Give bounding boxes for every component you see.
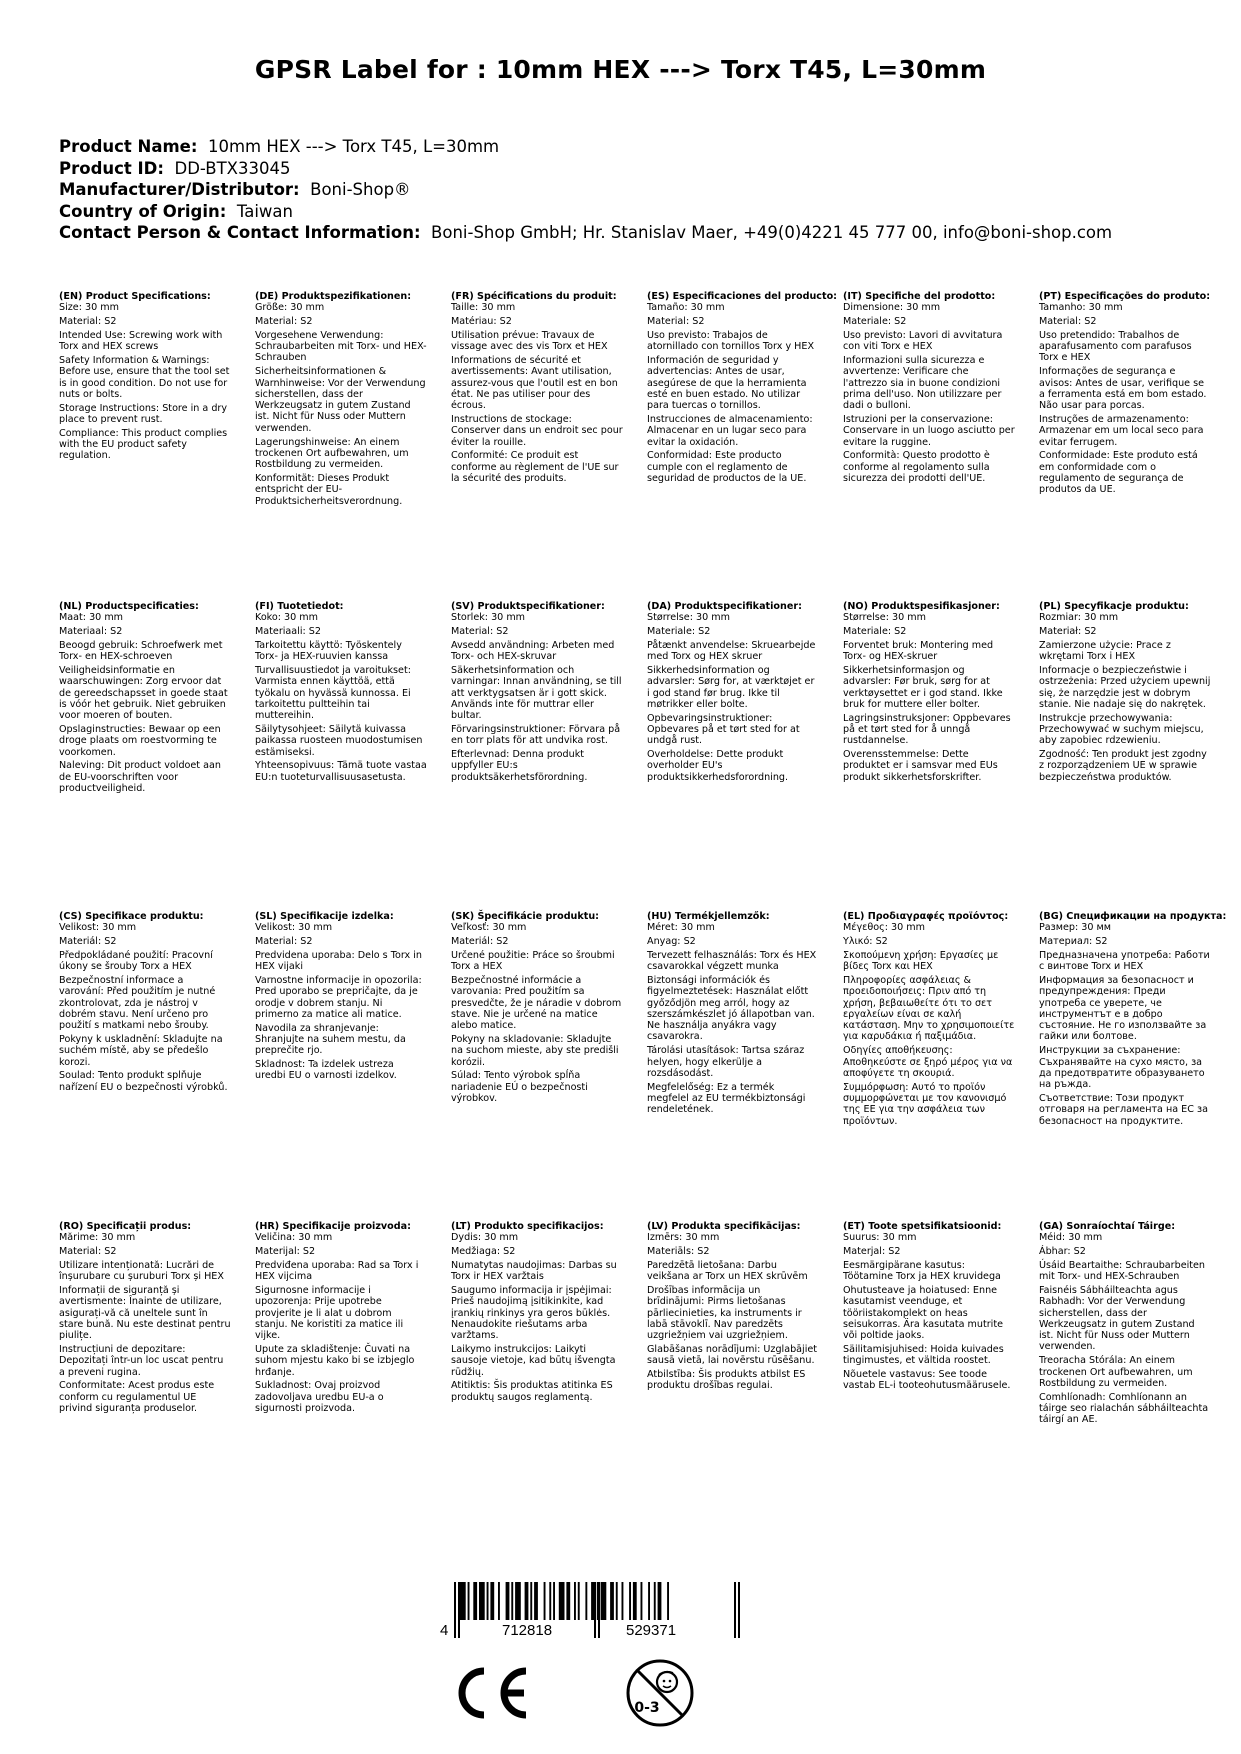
spec-line: Tamaño: 30 mm <box>647 302 725 314</box>
spec-line: Informations de sécurité et avertissements: Avant utilisation, assurez-vous que l'outil est en bon état. Ne pas utiliser pour des écrous. <box>451 354 618 412</box>
spec-line: Instrucciones de almacenamiento: Almacenar en un lugar seco para evitar la oxidación. <box>647 413 813 448</box>
spec-block <box>843 291 1015 487</box>
info-row <box>59 201 1112 223</box>
spec-line: Taille: 30 mm <box>451 302 516 314</box>
spec-line: Efterlevnad: Denna produkt uppfyller EU:s produktsäkerhetsförordning. <box>451 749 588 783</box>
spec-line: Uso previsto: Trabajos de atornillado con tornillos Torx y HEX <box>647 329 815 353</box>
spec-line: Comhlíonadh: Comhlíonann an táirge seo rialachán sábháilteachta táirgí an AE. <box>1039 1391 1209 1426</box>
spec-header: (HU) Termékjellemzők: <box>647 911 770 922</box>
spec-line: Informações de segurança e avisos: Antes de usar, verifique se a ferramenta está em bom estado. Não usar para porcas. <box>1039 366 1207 412</box>
spec-line: Material: S2 <box>255 936 313 948</box>
spec-line: Tamanho: 30 mm <box>1039 302 1123 314</box>
spec-header: (SL) Specifikacije izdelka: <box>255 911 394 922</box>
spec-line: Συμμόρφωση: Αυτό το προϊόν συμμορφώνεται με τον κανονισμό της ΕΕ για την ασφάλεια των προϊόντων. <box>843 1081 1007 1127</box>
spec-line: Bezpečnostní informace a varování: Před použitím je nutné zkontrolovat, zda je nástroj v dobrém stavu. Není určeno pro použití s matkami nebo šrouby. <box>59 974 216 1032</box>
spec-line: Sukladnost: Ovaj proizvod zadovoljava uredbu EU-a o sigurnosti proizvoda. <box>255 1380 384 1414</box>
spec-block <box>451 291 623 487</box>
spec-header: (ET) Toote spetsifikatsioonid: <box>843 1221 1002 1232</box>
spec-line: Rozmiar: 30 mm <box>1039 612 1119 624</box>
barcode-digits-right: 529371 <box>626 1622 677 1639</box>
spec-line: Pokyny k uskladnění: Skladujte na suchém místě, aby se předešlo korozi. <box>59 1033 223 1068</box>
ce-mark-icon <box>450 1665 532 1721</box>
spec-header: (FR) Spécifications du produit: <box>451 291 617 302</box>
spec-header: (SK) Špecifikácie produktu: <box>451 911 600 922</box>
barcode <box>438 1582 746 1638</box>
info-row <box>59 158 1112 180</box>
spec-block <box>647 601 819 785</box>
spec-block <box>451 911 623 1107</box>
spec-line: Méid: 30 mm <box>1039 1232 1103 1244</box>
spec-line: Overensstemmelse: Dette produktet er i samsvar med EUs produkt sikkerhetsforskrifter. <box>843 749 998 783</box>
spec-header: (RO) Specificații produs: <box>59 1221 192 1232</box>
spec-line: Opbevaringsinstruktioner: Opbevares på et tørt sted for at undgå rust. <box>647 712 800 747</box>
spec-line: Veiligheidsinformatie en waarschuwingen: Zorg ervoor dat de gereedschapsset in goede staat is vóór het gebruik. Niet gebruiken voor moeren of bouten. <box>59 664 228 722</box>
info-label: Product Name: <box>59 137 198 156</box>
spec-line: Paredzētā lietošana: Darbu veikšana ar Torx un HEX skrūvēm <box>647 1259 808 1283</box>
spec-line: Numatytas naudojimas: Darbas su Torx ir HEX varžtais <box>451 1259 617 1283</box>
spec-header: (LV) Produkta specifikācijas: <box>647 1221 801 1232</box>
spec-header: (ES) Especificaciones del producto: <box>647 291 838 302</box>
spec-line: Velikost: 30 mm <box>255 922 333 934</box>
spec-header: (EN) Product Specifications: <box>59 291 211 302</box>
spec-line: Materiāls: S2 <box>647 1246 710 1258</box>
spec-line: Σκοπούμενη χρήση: Εργασίες με βίδες Torx και HEX <box>843 949 999 973</box>
spec-line: Maat: 30 mm <box>59 612 124 624</box>
spec-line: Dimensione: 30 mm <box>843 302 941 314</box>
spec-line: Ohutusteave ja hoiatused: Enne kasutamist veenduge, et tööriistakomplekt on heas seisukorras. Ära kasutata mutrite või poltide jaoks. <box>843 1284 1003 1342</box>
spec-header: (CS) Specifikace produktu: <box>59 911 204 922</box>
spec-line: Material: S2 <box>1039 316 1097 328</box>
spec-header: (SV) Produktspecifikationer: <box>451 601 605 612</box>
spec-line: Súlad: Tento výrobok spĺňa nariadenie EÚ o bezpečnosti výrobkov. <box>451 1070 588 1104</box>
spec-line: Material: S2 <box>59 316 117 328</box>
spec-header: (FI) Tuotetiedot: <box>255 601 344 612</box>
spec-line: Faisnéis Sábháilteachta agus Rabhadh: Vor der Verwendung sicherstellen, dass der Werkzeugsatz in gutem Zustand ist. Nicht für Nuss oder Muttern verwenden. <box>1039 1284 1195 1353</box>
spec-line: Beoogd gebruik: Schroefwerk met Torx- en HEX-schroeven <box>59 639 223 663</box>
info-row <box>59 136 1112 158</box>
spec-line: Tervezett felhasználás: Torx és HEX csavarokkal végzett munka <box>647 949 817 973</box>
info-row <box>59 179 1112 201</box>
info-label: Country of Origin: <box>59 201 227 221</box>
spec-line: Drošības informācija un brīdinājumi: Pirms lietošanas pārliecinieties, ka instruments ir labā stāvoklī. Nav paredzēts uzgriežņiem vai uzgriežņiem. <box>647 1284 802 1342</box>
spec-line: Información de seguridad y advertencias: Antes de usar, asegúrese de que la herramienta esté en buen estado. No utilizar para tuercas o tornillos. <box>647 354 807 412</box>
spec-line: Uso previsto: Lavori di avvitatura con viti Torx e HEX <box>843 329 1003 353</box>
spec-line: Materijal: S2 <box>255 1246 316 1258</box>
spec-line: Anyag: S2 <box>647 936 696 948</box>
spec-line: Instrucțiuni de depozitare: Depozitați într-un loc uscat pentru a preveni rugina. <box>59 1343 224 1378</box>
spec-line: Größe: 30 mm <box>255 302 325 314</box>
info-row <box>59 222 1112 244</box>
spec-line: Pokyny na skladovanie: Skladujte na suchom mieste, aby ste predišli korózii. <box>451 1033 619 1068</box>
spec-line: Predvidena uporaba: Delo s Torx in HEX vijaki <box>255 949 422 973</box>
spec-block <box>1039 601 1211 785</box>
spec-line: Atbilstība: Šis produkts atbilst ES produktu drošības regulai. <box>647 1369 806 1392</box>
spec-line: Instructions de stockage: Conserver dans un endroit sec pour éviter la rouille. <box>451 413 623 448</box>
spec-block <box>255 1221 427 1417</box>
spec-line: Storlek: 30 mm <box>451 612 526 624</box>
spec-block <box>255 291 427 509</box>
spec-line: Naleving: Dit product voldoet aan de EU-voorschriften voor productveiligheid. <box>59 760 221 794</box>
spec-block <box>647 1221 819 1394</box>
info-value: Boni-Shop® <box>310 180 411 199</box>
spec-block <box>59 601 231 797</box>
spec-line: Υλικό: S2 <box>843 936 888 948</box>
spec-line: Dydis: 30 mm <box>451 1232 519 1244</box>
spec-line: Určené použitie: Práce so šroubmi Torx a HEX <box>451 949 615 973</box>
spec-line: Konformität: Dieses Produkt entspricht der EU-Produktsicherheitsverordnung. <box>255 472 403 507</box>
spec-line: Материал: S2 <box>1039 936 1108 948</box>
spec-line: Intended Use: Screwing work with Torx and HEX screws <box>59 329 223 353</box>
spec-line: Информация за безопасност и предупреждения: Преди употреба се уверете, че инструментът е в добро състояние. Не го използвайте за гайки или болтове. <box>1039 974 1207 1043</box>
spec-line: Materiál: S2 <box>59 936 117 948</box>
spec-line: Conformidade: Este produto está em conformidade com o regulamento de segurança de produtos da UE. <box>1039 450 1198 496</box>
info-value: DD-BTX33045 <box>174 158 291 178</box>
spec-line: Πληροφορίες ασφάλειας & προειδοποιήσεις: Πριν από τη χρήση, βεβαιωθείτε ότι το σετ εργαλείων είναι σε καλή κατάσταση. Μην το χρησιμοποιείτε για καρυδάκια ή παξιμάδια. <box>843 974 1015 1043</box>
spec-line: Säkerhetsinformation och varningar: Innan användning, se till att verktygsatsen är i gott skick. Används inte för muttrar eller bultar. <box>451 664 622 722</box>
info-value: 10mm HEX ---> Torx T45, L=30mm <box>207 137 500 156</box>
spec-line: Zamierzone użycie: Prace z wkrętami Torx i HEX <box>1039 639 1171 663</box>
spec-line: Materiał: S2 <box>1039 626 1097 638</box>
spec-line: Tárolási utasítások: Tartsa száraz helyen, hogy elkerülje a rozsdásodást. <box>647 1045 805 1079</box>
spec-line: Conformité: Ce produit est conforme au règlement de l'UE sur la sécurité des produits. <box>451 450 619 484</box>
spec-header: (IT) Specifiche del prodotto: <box>843 291 996 302</box>
spec-line: Informații de siguranță și avertismente: Înainte de utilizare, asigurați-vă că uneltele sunt în stare bună. Nu este destinat pentru piulițe. <box>59 1284 231 1342</box>
spec-line: Lagringsinstruksjoner: Oppbevares på et tørt sted for å unngå rustdannelse. <box>843 712 1011 747</box>
spec-line: Laikymo instrukcijos: Laikyti sausoje vietoje, kad būtų išvengta rūdžių. <box>451 1343 616 1378</box>
spec-line: Säilitamisjuhised: Hoida kuivades tingimustes, et vältida roostet. <box>843 1343 1004 1367</box>
spec-line: Atitiktis: Šis produktas atitinka ES produktų saugos reglamentą. <box>451 1380 613 1403</box>
spec-line: Størrelse: 30 mm <box>647 612 730 624</box>
spec-block <box>255 911 427 1084</box>
spec-line: Compliance: This product complies with the EU product safety regulation. <box>59 427 228 462</box>
spec-line: Μέγεθος: 30 mm <box>843 922 925 934</box>
spec-line: Material: S2 <box>255 316 313 328</box>
spec-line: Upute za skladištenje: Čuvati na suhom mjestu kako bi se izbjeglo hrđanje. <box>255 1343 415 1378</box>
spec-line: Informazioni sulla sicurezza e avvertenze: Verificare che l'attrezzo sia in buone condizioni prima dell'uso. Non utilizzare per dadi o bulloni. <box>843 354 1002 412</box>
barcode-digits-left: 712818 <box>502 1622 553 1639</box>
spec-line: Veličina: 30 mm <box>255 1232 333 1244</box>
spec-line: Zgodność: Ten produkt jest zgodny z rozporządzeniem UE w sprawie bezpieczeństwa produktów. <box>1039 749 1207 783</box>
spec-block <box>1039 291 1211 498</box>
spec-line: Instrukcje przechowywania: Przechowywać w suchym miejscu, aby zapobiec rdzewieniu. <box>1039 712 1204 747</box>
spec-line: Sikkerhedsinformation og advarsler: Sørg for, at værktøjet er i god stand før brug. Ikke til møtrikker eller bolte. <box>647 664 815 710</box>
info-label: Contact Person & Contact Information: <box>59 223 421 242</box>
spec-line: Materiale: S2 <box>843 626 907 638</box>
spec-line: Materiale: S2 <box>843 316 907 328</box>
spec-line: Materiál: S2 <box>451 936 509 948</box>
spec-line: Předpokládané použití: Pracovní úkony se šrouby Torx a HEX <box>59 949 213 973</box>
spec-header: (LT) Produkto specifikacijos: <box>451 1221 604 1232</box>
spec-line: Påtænkt anvendelse: Skruearbejde med Torx og HEX skruer <box>647 639 816 663</box>
spec-block <box>1039 911 1227 1129</box>
spec-line: Mărime: 30 mm <box>59 1232 136 1244</box>
spec-line: Nõuetele vastavus: See toode vastab EL-i tooteohutusmäärusele. <box>843 1369 1011 1392</box>
spec-line: Izmērs: 30 mm <box>647 1232 720 1244</box>
spec-line: Utilizare intenționată: Lucrări de înșurubare cu șuruburi Torx și HEX <box>59 1259 224 1283</box>
spec-line: Sigurnosne informacije i upozorenja: Prije upotrebe provjerite je li alat u dobrom stanju. Ne koristiti za matice ili vijke. <box>255 1284 404 1342</box>
spec-line: Soulad: Tento produkt splňuje nařízení EU o bezpečnosti výrobků. <box>59 1070 228 1093</box>
spec-block <box>255 601 427 785</box>
spec-line: Velikost: 30 mm <box>59 922 137 934</box>
info-value: Taiwan <box>236 201 293 221</box>
spec-line: Turvallisuustiedot ja varoitukset: Varmista ennen käyttöä, että työkalu on hyvässä kunnossa. Ei tarkoitettu pultteihin tai muttereihin. <box>255 664 411 722</box>
spec-line: Veľkosť: 30 mm <box>451 922 527 934</box>
age-warning-icon <box>625 1658 695 1728</box>
spec-line: Sicherheitsinformationen & Warnhinweise: Vor der Verwendung sicherstellen, dass der Werkzeugsatz in gutem Zustand ist. Nicht für Nuss oder Muttern verwenden. <box>255 366 426 434</box>
spec-line: Förvaringsinstruktioner: Förvara på en torr plats för att undvika rost. <box>451 723 621 747</box>
spec-header: (PL) Specyfikacje produktu: <box>1039 601 1189 612</box>
spec-line: Forventet bruk: Montering med Torx- og HEX-skruer <box>843 639 994 663</box>
spec-block <box>647 291 838 487</box>
spec-line: Matériau: S2 <box>451 316 512 328</box>
age-warning-label: 0-3 <box>634 1700 660 1716</box>
spec-block <box>59 1221 231 1417</box>
spec-line: Instruções de armazenamento: Armazenar em um local seco para evitar ferrugem. <box>1039 413 1204 448</box>
spec-line: Saugumo informacija ir įspėjimai: Prieš naudojimą įsitikinkite, kad įrankių rinkinys yra geros būklės. Nenaudokite riešutams arba varžtams. <box>451 1284 612 1342</box>
spec-line: Materjal: S2 <box>843 1246 901 1258</box>
spec-line: Sikkerhetsinformasjon og advarsler: Før bruk, sørg for at verktøysettet er i god stand. Ikke bruk for muttere eller bolter. <box>843 664 1003 710</box>
spec-line: Materiaal: S2 <box>59 626 123 638</box>
spec-line: Ábhar: S2 <box>1039 1246 1086 1258</box>
product-info-list <box>59 136 1112 244</box>
spec-line: Varnostne informacije in opozorila: Pred uporabo se prepričajte, da je orodje v dobrem stanju. Ni primerno za matice ali matice. <box>255 974 422 1020</box>
spec-line: Opslaginstructies: Bewaar op een droge plaats om roestvorming te voorkomen. <box>59 723 221 758</box>
spec-line: Koko: 30 mm <box>255 612 318 624</box>
spec-header: (NO) Produktspesifikasjoner: <box>843 601 1000 612</box>
spec-line: Инструкции за съхранение: Съхранявайте на сухо място, за да предотвратите образуването на ръжда. <box>1039 1045 1205 1091</box>
page-title: GPSR Label for : 10mm HEX ---> Torx T45, L=30mm <box>254 55 987 84</box>
spec-line: Predviđena uporaba: Rad sa Torx i HEX vijcima <box>255 1259 419 1283</box>
spec-line: Overholdelse: Dette produkt overholder EU's produktsikkerhedsforordning. <box>647 749 789 783</box>
spec-line: Medžiaga: S2 <box>451 1246 516 1258</box>
spec-line: Materiale: S2 <box>647 626 711 638</box>
spec-line: Treoracha Stórála: An einem trockenen Ort aufbewahren, um Rostbildung zu vermeiden. <box>1039 1355 1193 1389</box>
spec-header: (PT) Especificações do produto: <box>1039 291 1211 302</box>
spec-line: Material: S2 <box>451 626 509 638</box>
spec-header: (HR) Specifikacije proizvoda: <box>255 1221 411 1232</box>
spec-block <box>451 601 623 785</box>
spec-header: (EL) Προδιαγραφές προϊόντος: <box>843 911 1009 922</box>
spec-line: Méret: 30 mm <box>647 922 715 934</box>
spec-line: Bezpečnostné informácie a varovania: Pred použitím sa presvedčte, že je náradie v dobrom stave. Nie je určené na matice alebo matice. <box>451 974 622 1032</box>
spec-line: Yhteensopivuus: Tämä tuote vastaa EU:n tuoteturvallisuusasetusta. <box>255 760 427 783</box>
spec-header: (GA) Sonraíochtaí Táirge: <box>1039 1221 1176 1232</box>
info-label: Manufacturer/Distributor: <box>59 180 300 199</box>
spec-line: Utilisation prévue: Travaux de vissage avec des vis Torx et HEX <box>451 329 608 353</box>
spec-line: Съответствие: Този продукт отговаря на регламента на ЕС за безопасност на продуктите. <box>1039 1092 1208 1127</box>
spec-block <box>843 601 1015 785</box>
spec-line: Úsáid Beartaithe: Schraubarbeiten mit Torx- und HEX-Schrauben <box>1039 1259 1206 1283</box>
spec-line: Säilytysohjeet: Säilytä kuivassa paikassa ruosteen muodostumisen estämiseksi. <box>255 723 423 758</box>
spec-line: Size: 30 mm <box>59 302 119 314</box>
spec-line: Størrelse: 30 mm <box>843 612 926 624</box>
spec-line: Avsedd användning: Arbeten med Torx- och HEX-skruvar <box>451 639 615 663</box>
spec-line: Materiaali: S2 <box>255 626 321 638</box>
spec-line: Istruzioni per la conservazione: Conservare in un luogo asciutto per evitare la ruggine. <box>843 413 1015 448</box>
spec-line: Размер: 30 мм <box>1039 922 1112 934</box>
spec-block <box>843 1221 1015 1394</box>
spec-line: Navodila za shranjevanje: Shranjujte na suhem mestu, da preprečite rjo. <box>255 1022 406 1057</box>
spec-line: Lagerungshinweise: An einem trockenen Ort aufbewahren, um Rostbildung zu vermeiden. <box>255 436 409 471</box>
spec-line: Suurus: 30 mm <box>843 1232 917 1244</box>
spec-header: (DE) Produktspezifikationen: <box>255 291 412 302</box>
spec-block <box>843 911 1015 1129</box>
spec-line: Conformidad: Este producto cumple con el reglamento de seguridad de productos de la UE. <box>647 450 807 484</box>
spec-block <box>59 911 231 1095</box>
spec-line: Material: S2 <box>59 1246 117 1258</box>
spec-line: Vorgesehene Verwendung: Schraubarbeiten mit Torx- und HEX-Schrauben <box>255 329 427 364</box>
info-label: Product ID: <box>59 158 164 178</box>
spec-line: Material: S2 <box>647 316 705 328</box>
spec-line: Informacje o bezpieczeństwie i ostrzeżenia: Przed użyciem upewnij się, że narzędzie jest w dobrym stanie. Nie nadaje się do nakrętek. <box>1039 664 1211 710</box>
spec-line: Eesmärgipärane kasutus: Töötamine Torx ja HEX kruvidega <box>843 1259 1001 1283</box>
spec-header: (NL) Productspecificaties: <box>59 601 199 612</box>
spec-line: Biztonsági információk és figyelmeztetések: Használat előtt győződjön meg arról, hogy az szerszámkészlet jó állapotban van. Ne használja anyákra vagy csavarokra. <box>647 974 815 1043</box>
spec-block <box>1039 1221 1211 1428</box>
spec-line: Uso pretendido: Trabalhos de aparafusamento com parafusos Torx e HEX <box>1039 329 1192 364</box>
spec-block <box>647 911 819 1118</box>
info-value: Boni-Shop GmbH; Hr. Stanislav Maer, +49(0)4221 45 777 00, info@boni-shop.com <box>431 223 1113 242</box>
spec-block <box>451 1221 623 1405</box>
spec-line: Skladnost: Ta izdelek ustreza uredbi EU o varnosti izdelkov. <box>255 1059 397 1082</box>
spec-line: Storage Instructions: Store in a dry place to prevent rust. <box>59 402 228 425</box>
spec-line: Glabāšanas norādījumi: Uzglabājiet sausā vietā, lai novērstu rūsēšanu. <box>647 1343 818 1367</box>
spec-line: Οδηγίες αποθήκευσης: Αποθηκεύστε σε ξηρό μέρος για να αποφύγετε τη σκουριά. <box>843 1045 1013 1079</box>
spec-line: Предназначена употреба: Работи с винтове Torx и HEX <box>1039 949 1210 973</box>
spec-header: (DA) Produktspecifikationer: <box>647 601 802 612</box>
spec-header: (BG) Спецификации на продукта: <box>1039 911 1227 922</box>
spec-block <box>59 291 231 464</box>
spec-line: Megfelelőség: Ez a termék megfelel az EU termékbiztonsági rendeletének. <box>647 1081 806 1116</box>
spec-line: Safety Information & Warnings: Before use, ensure that the tool set is in good condition. Do not use for nuts or bolts. <box>59 354 230 400</box>
barcode-digit-prefix: 4 <box>440 1622 449 1639</box>
spec-line: Conformità: Questo prodotto è conforme al regolamento sulla sicurezza dei prodotti dell'UE. <box>843 450 990 484</box>
spec-line: Conformitate: Acest produs este conform cu regulamentul UE privind siguranța produselor. <box>59 1380 215 1414</box>
spec-line: Tarkoitettu käyttö: Työskentely Torx- ja HEX-ruuvien kanssa <box>255 639 402 663</box>
